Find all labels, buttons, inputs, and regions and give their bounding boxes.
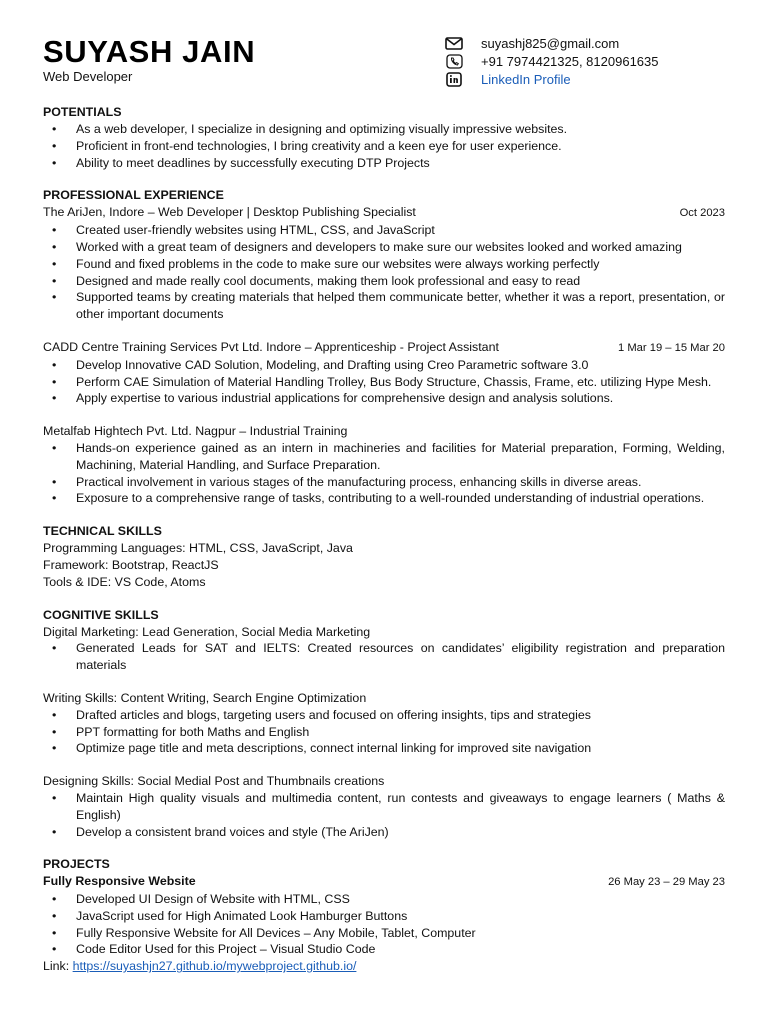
list-item: • Exposure to a comprehensive range of tasks, contributing to a well-rounded understanding of industrial operations. xyxy=(43,490,725,507)
list-item: • Generated Leads for SAT and IELTS: Created resources on candidates’ eligibility registration and preparation materials xyxy=(43,640,725,674)
resume-body xyxy=(43,104,725,975)
job-header xyxy=(43,339,725,357)
list-item: • Hands-on experience gained as an intern in machineries and facilities for Material preparation, Forming, Welding, Machining, Material Handling, and Surface Preparation. xyxy=(43,440,725,474)
project-details-list xyxy=(43,891,725,958)
phone-icon xyxy=(444,53,464,69)
list-item: • As a web developer, I specialize in designing and optimizing visually impressive websites. xyxy=(43,121,725,138)
list-item: • Fully Responsive Website for All Devices – Any Mobile, Tablet, Computer xyxy=(43,925,725,942)
list-item: • PPT formatting for both Maths and English xyxy=(43,724,725,741)
project-header xyxy=(43,873,725,891)
list-item: • Supported teams by creating materials that helped them communicate better, whether it was a report, presentation, or other important documents xyxy=(43,289,725,323)
contact-email-row xyxy=(444,34,724,52)
section-heading-technical: TECHNICAL SKILLS xyxy=(43,524,162,539)
list-item: • Worked with a great team of designers and developers to make sure our websites looked and worked amazing xyxy=(43,239,725,256)
skill-group-list xyxy=(43,707,725,757)
section-heading-potentials: POTENTIALS xyxy=(43,105,122,119)
section-heading-projects: PROJECTS xyxy=(43,857,110,872)
list-item: • Maintain High quality visuals and multimedia content, run contests and giveaways to engage learners ( Maths & English) xyxy=(43,790,725,824)
job-header xyxy=(43,204,725,222)
contact-email[interactable]: suyashj825@gmail.com xyxy=(481,35,620,51)
project-link-line xyxy=(43,958,725,975)
list-item: • JavaScript used for High Animated Look Hamburger Buttons xyxy=(43,908,725,925)
project-link-label: Link: xyxy=(43,959,73,974)
job-duties-list xyxy=(43,357,725,407)
skill-line: Framework: Bootstrap, ReactJS xyxy=(43,557,219,572)
list-item: • Practical involvement in various stages of the manufacturing process, enhancing skills in diverse areas. xyxy=(43,474,725,491)
skill-line: Programming Languages: HTML, CSS, JavaScript, Java xyxy=(43,541,353,556)
candidate-name: SUYASH JAIN xyxy=(43,34,256,69)
skill-group-list xyxy=(43,640,725,674)
list-item: • Found and fixed problems in the code to make sure our websites were always working perfectly xyxy=(43,256,725,273)
envelope-icon xyxy=(444,35,464,51)
list-item: • Proficient in front-end technologies, I bring creativity and a keen eye for user experience. xyxy=(43,138,725,155)
list-item: • Created user-friendly websites using HTML, CSS, and JavaScript xyxy=(43,222,725,239)
skill-group-title: Digital Marketing: Lead Generation, Social Media Marketing xyxy=(43,624,371,639)
candidate-role: Web Developer xyxy=(43,69,133,84)
job-duties-list xyxy=(43,440,725,507)
job-title: Metalfab Hightech Pvt. Ltd. Nagpur – Industrial Training xyxy=(43,424,348,439)
section-heading-cognitive: COGNITIVE SKILLS xyxy=(43,607,159,622)
contact-phone: +91 7974421325, 8120961635 xyxy=(481,53,659,69)
potentials-list xyxy=(43,121,725,171)
list-item: • Ability to meet deadlines by successfully executing DTP Projects xyxy=(43,155,725,172)
linkedin-icon xyxy=(444,71,464,87)
list-item: • Developed UI Design of Website with HTML, CSS xyxy=(43,891,725,908)
job-header xyxy=(43,423,725,440)
project-link[interactable]: https://suyashjn27.github.io/mywebproject.github.io/ xyxy=(72,959,357,974)
skill-group-title: Designing Skills: Social Medial Post and Thumbnails creations xyxy=(43,774,385,789)
skill-group-list xyxy=(43,790,725,840)
job-title: CADD Centre Training Services Pvt Ltd. Indore – Apprenticeship - Project Assistant xyxy=(43,339,499,354)
list-item: • Designed and made really cool documents, making them look professional and easy to read xyxy=(43,273,725,290)
contact-block xyxy=(444,34,724,88)
project-date: 26 May 23 – 29 May 23 xyxy=(608,876,725,889)
list-item: • Code Editor Used for this Project – Visual Studio Code xyxy=(43,941,725,958)
job-title: The AriJen, Indore – Web Developer | Desktop Publishing Specialist xyxy=(43,205,416,220)
list-item: • Develop Innovative CAD Solution, Modeling, and Drafting using Creo Parametric software 3.0 xyxy=(43,357,725,374)
resume-page xyxy=(43,0,725,1024)
project-title: Fully Responsive Website xyxy=(43,874,196,889)
list-item: • Perform CAE Simulation of Material Handling Trolley, Bus Body Structure, Chassis, Frame, etc. utilizing Hype Mesh. xyxy=(43,374,725,391)
job-duties-list xyxy=(43,222,725,323)
list-item: • Optimize page title and meta descriptions, connect internal linking for improved site navigation xyxy=(43,740,725,757)
job-date: 1 Mar 19 – 15 Mar 20 xyxy=(618,341,725,354)
contact-linkedin-row xyxy=(444,70,724,88)
skill-line: Tools & IDE: VS Code, Atoms xyxy=(43,574,206,589)
contact-phone-row xyxy=(444,52,724,70)
section-heading-experience: PROFESSIONAL EXPERIENCE xyxy=(43,188,224,203)
list-item: • Apply expertise to various industrial applications for comprehensive design and analysis solutions. xyxy=(43,390,725,407)
list-item: • Drafted articles and blogs, targeting users and focused on offering insights, tips and strategies xyxy=(43,707,725,724)
skill-group-title: Writing Skills: Content Writing, Search Engine Optimization xyxy=(43,690,367,705)
list-item: • Develop a consistent brand voices and style (The AriJen) xyxy=(43,824,725,841)
job-date: Oct 2023 xyxy=(679,207,725,220)
linkedin-profile-link[interactable]: LinkedIn Profile xyxy=(481,71,571,87)
